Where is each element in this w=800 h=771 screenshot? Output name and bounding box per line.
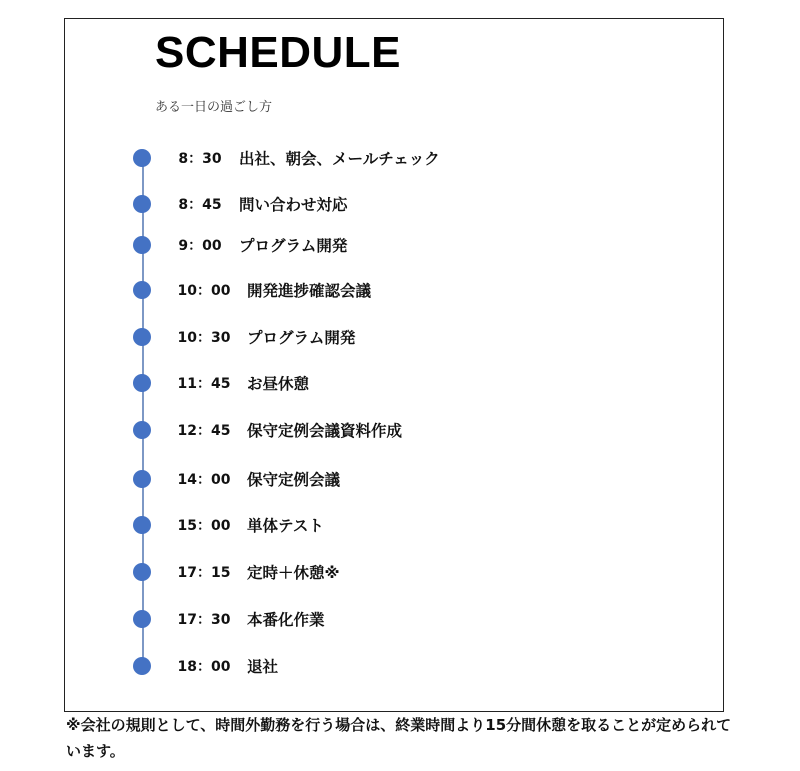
schedule-activity: 退社 <box>247 658 279 676</box>
schedule-item <box>133 234 347 256</box>
schedule-activity: お昼休憩 <box>247 375 310 393</box>
schedule-item <box>133 608 325 630</box>
schedule-item <box>133 326 355 348</box>
schedule-time: 9：00 <box>178 238 222 254</box>
schedule-activity: 出社、朝会、メールチェック <box>239 150 440 168</box>
timeline-dot-icon <box>133 657 151 675</box>
schedule-time: 11：45 <box>177 376 231 392</box>
schedule-activity: 定時＋休憩※ <box>247 564 340 582</box>
timeline-dot-icon <box>133 516 151 534</box>
timeline-dot-icon <box>133 610 151 628</box>
schedule-item <box>133 147 440 169</box>
schedule-item <box>133 419 402 441</box>
schedule-activity: プログラム開発 <box>247 329 356 347</box>
schedule-time: 18：00 <box>177 659 231 675</box>
schedule-time: 8：30 <box>178 151 222 167</box>
schedule-item <box>133 514 324 536</box>
schedule-time: 10：30 <box>177 330 231 346</box>
schedule-item <box>133 372 309 394</box>
schedule-item <box>133 279 371 301</box>
schedule-time: 15：00 <box>177 518 231 534</box>
schedule-activity: 単体テスト <box>247 517 324 535</box>
schedule-time: 12：45 <box>177 423 231 439</box>
timeline-dot-icon <box>133 149 151 167</box>
subtitle: ある一日の過ごし方 <box>155 100 273 115</box>
schedule-activity: 本番化作業 <box>247 611 325 629</box>
schedule-item <box>133 193 348 215</box>
schedule-activity: 保守定例会議 <box>247 471 341 489</box>
timeline-dot-icon <box>133 470 151 488</box>
schedule-time: 17：15 <box>177 565 231 581</box>
schedule-time: 14：00 <box>177 472 231 488</box>
schedule-time: 8：45 <box>178 197 222 213</box>
schedule-activity: 開発進捗確認会議 <box>247 282 372 300</box>
schedule-activity: 問い合わせ対応 <box>239 196 348 214</box>
timeline-dot-icon <box>133 195 151 213</box>
timeline-dot-icon <box>133 421 151 439</box>
schedule-activity: 保守定例会議資料作成 <box>247 422 403 440</box>
schedule-time: 17：30 <box>177 612 231 628</box>
schedule-item <box>133 655 278 677</box>
timeline-dot-icon <box>133 328 151 346</box>
schedule-item <box>133 561 340 583</box>
schedule-item <box>133 468 340 490</box>
timeline-dot-icon <box>133 374 151 392</box>
schedule-time: 10：00 <box>177 283 231 299</box>
timeline-dot-icon <box>133 281 151 299</box>
footnote: ※会社の規則として、時間外勤務を行う場合は、終業時間より15分間休憩を取ることが定められています。 <box>66 716 732 760</box>
timeline-dot-icon <box>133 236 151 254</box>
timeline-dot-icon <box>133 563 151 581</box>
page-title: SCHEDULE <box>155 28 402 77</box>
schedule-activity: プログラム開発 <box>239 237 348 255</box>
